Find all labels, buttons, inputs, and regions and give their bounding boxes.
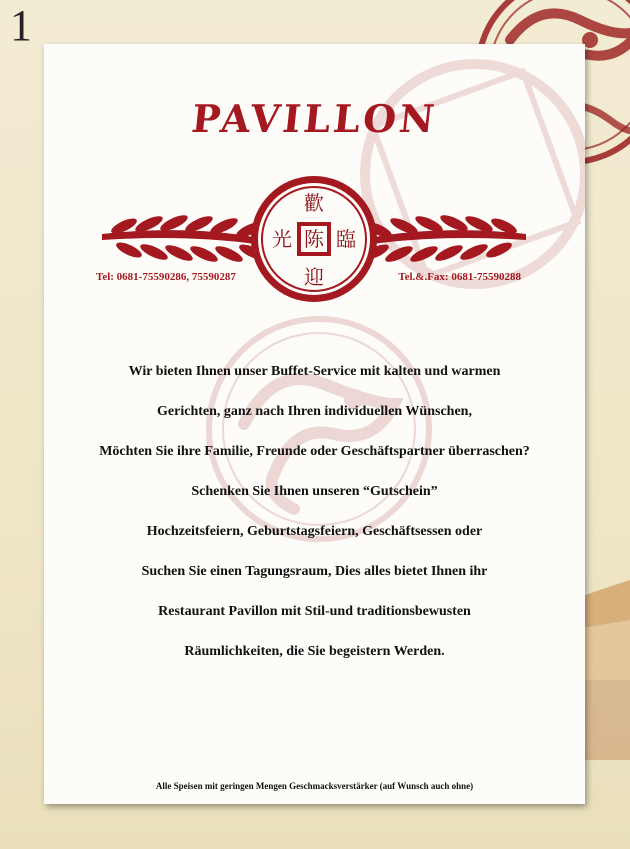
description-line: Möchten Sie ihre Familie, Freunde oder Geschäftspartner überraschen? bbox=[99, 444, 530, 459]
emblem-char-top: 歡 bbox=[304, 191, 324, 215]
restaurant-title: PAVILLON bbox=[189, 96, 440, 141]
emblem-char-bottom: 迎 bbox=[304, 265, 324, 289]
laurel-branch-icon bbox=[359, 212, 526, 265]
description-line: Restaurant Pavillon mit Stil-und traditionsbewusten bbox=[158, 604, 471, 619]
fax-number: Tel.&.Fax: 0681-75590288 bbox=[398, 271, 521, 283]
emblem-char-right: 臨 bbox=[336, 227, 356, 251]
welcome-seal-icon bbox=[94, 174, 534, 304]
description-line: Hochzeitsfeiern, Geburtstagsfeiern, Geschäftsessen oder bbox=[146, 524, 483, 539]
description-line: Schenken Sie Ihnen unseren “Gutschein” bbox=[191, 484, 438, 499]
footnote: Alle Speisen mit geringen Mengen Geschmacksverstärker (auf Wunsch auch ohne) bbox=[155, 781, 474, 791]
emblem-char-left: 光 bbox=[272, 227, 292, 251]
description-line: Räumlichkeiten, die Sie begeistern Werden. bbox=[184, 644, 445, 659]
emblem-char-center: 陈 bbox=[304, 227, 324, 251]
description-line: Gerichten, ganz nach Ihren individuellen Wünschen, bbox=[157, 404, 472, 419]
description-text bbox=[44, 362, 585, 682]
laurel-branch-icon bbox=[102, 212, 269, 265]
phone-numbers: Tel: 0681-75590286, 75590287 bbox=[96, 271, 236, 283]
description-line: Wir bieten Ihnen unser Buffet-Service mit kalten und warmen bbox=[128, 364, 501, 379]
description-line: Suchen Sie einen Tagungsraum, Dies alles bietet Ihnen ihr bbox=[141, 564, 488, 579]
menu-card bbox=[44, 44, 585, 804]
page-number: 1 bbox=[10, 1, 32, 50]
